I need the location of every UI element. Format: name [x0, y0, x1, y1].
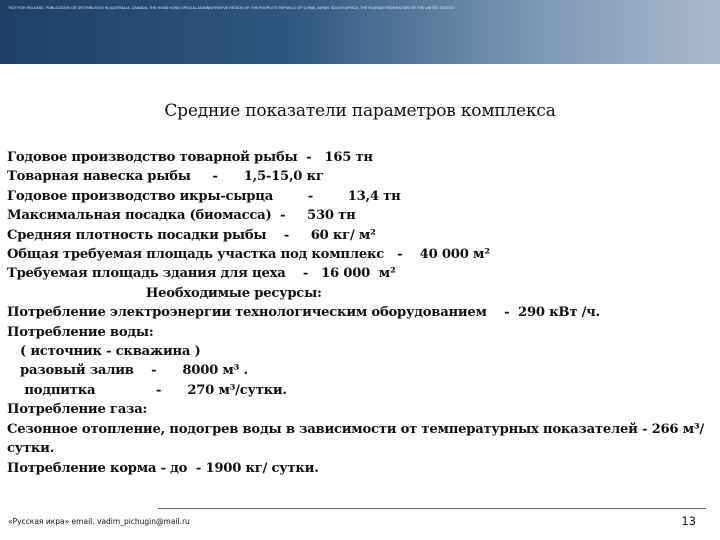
parameter-line: Потребление корма - до - 1900 кг/ сутки. [7, 460, 319, 476]
parameter-line: Средняя плотность посадки рыбы - 60 кг/ м² [7, 227, 376, 243]
header-banner [0, 0, 720, 64]
parameter-line: Максимальная посадка (биомасса) - 530 тн [7, 208, 356, 224]
parameter-line: ( источник - скважина ) [7, 344, 201, 360]
footer-divider [158, 508, 706, 509]
parameter-line: Годовое производство товарной рыбы - 165 тн [7, 150, 373, 165]
parameter-line: Потребление воды: [7, 324, 154, 340]
resources-heading: Необходимые ресурсы: [7, 285, 322, 301]
slide-body [7, 148, 713, 478]
page-number: 13 [681, 514, 696, 528]
footer-contact: «Русская икра» email. vadim_pichugin@mail.ru [8, 517, 190, 526]
parameter-line: Сезонное отопление, подогрев воды в зависимости от температурных показателей - 266 м³/сутки. [7, 421, 704, 457]
parameter-line: разовый залив - 8000 м³ . [7, 363, 248, 379]
parameter-line: Требуемая площадь здания для цеха - 16 000 м² [7, 266, 396, 282]
parameter-line: Годовое производство икры-сырца - 13,4 тн [7, 188, 401, 204]
slide-title: Средние показатели параметров комплекса [164, 101, 556, 121]
disclaimer-text: "NOT FOR RELEASE, PUBLICATION OR DISTRIBUTION IN AUSTRALIA, CANADA, THE HONG KONG SPECIAL ADMINISTRATIVE REGION OF THE PEOPLE'S REPUBLIC OF CHINA, JAPAN, SOUTH AFRICA, THE RUSSIAN FEDERATION OR THE UNITED STATES." [8, 6, 456, 10]
parameter-line: Потребление электроэнергии технологическим оборудованием - 290 кВт /ч. [7, 305, 600, 321]
parameter-line: Потребление газа: [7, 402, 148, 418]
parameter-line: Общая требуемая площадь участка под комплекс - 40 000 м² [7, 247, 490, 263]
parameter-line: Товарная навеска рыбы - 1,5-15,0 кг [7, 169, 324, 185]
parameter-line: подпитка - 270 м³/сутки. [7, 382, 287, 398]
